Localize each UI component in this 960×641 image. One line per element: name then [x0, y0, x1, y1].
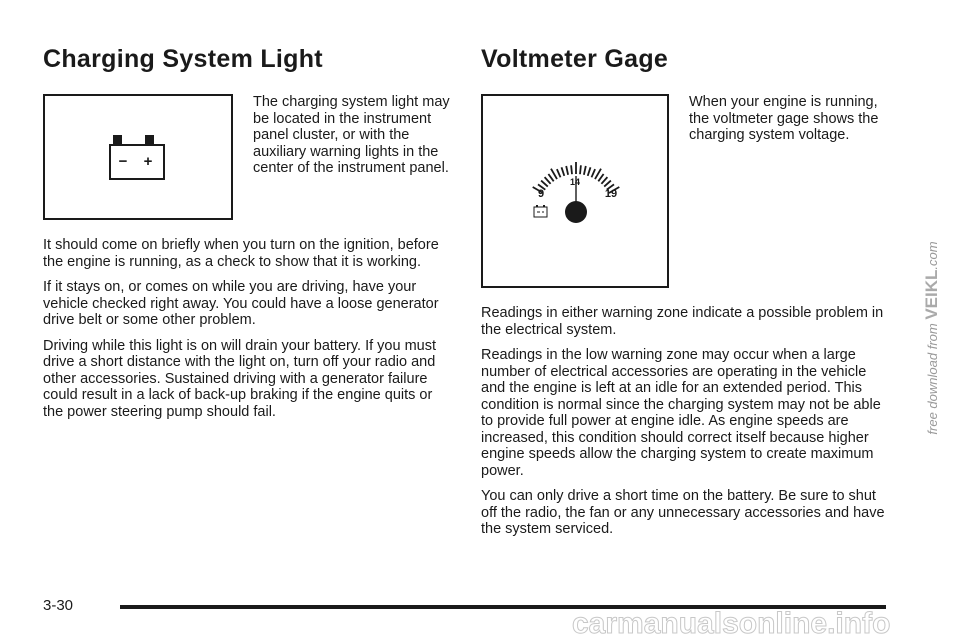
- figure-row: [481, 94, 891, 288]
- plus-sign: +: [143, 153, 153, 170]
- minus-sign: −: [118, 153, 128, 170]
- gage-tick: [545, 177, 551, 184]
- gage-hub: [565, 201, 587, 223]
- battery-icon: [534, 205, 547, 217]
- body-text: [43, 237, 453, 420]
- section-title: Charging System Light: [43, 45, 323, 73]
- paragraph: It should come on briefly when you turn on the ignition, before the engine is running, as a check to show that it is working.: [43, 237, 439, 270]
- paragraph: Driving while this light is on will drain your battery. If you must drive a short distance with the light on, turn off your radio and other accessories. Sustained driving with a generator failure could result in a lack of back-up braking if the engine quits or the power steering pump should fail.: [43, 337, 436, 420]
- figure-row: [43, 94, 453, 220]
- gage-tick: [584, 166, 586, 175]
- gage-tick: [598, 174, 603, 181]
- figure-caption: The charging system light may be located in the instrument panel cluster, or with the auxiliary warning lights in the center of the instrument panel.: [253, 94, 450, 176]
- gage-tick: [557, 169, 561, 177]
- section-title: Voltmeter Gage: [481, 45, 669, 73]
- gage-high-label: 19: [604, 188, 618, 200]
- site-watermark: carmanualsonline.info: [572, 607, 891, 640]
- gage-tick: [604, 181, 611, 187]
- gage-tick: [588, 167, 591, 176]
- gage-tick: [580, 165, 581, 174]
- body-text: [481, 305, 891, 538]
- gage-tick: [571, 165, 572, 174]
- voltmeter-gage-section: [481, 40, 891, 547]
- battery-icon: [45, 96, 231, 218]
- gage-mid-label: 14: [569, 177, 581, 187]
- gage-tick: [548, 174, 553, 181]
- watermark-suffix: .com: [925, 241, 940, 270]
- paragraph: If it stays on, or comes on while you are driving, have your vehicle checked right away. You could have a loose generator drive belt or some other problem.: [43, 279, 439, 328]
- watermark-brand: VEIKL: [922, 269, 941, 320]
- voltmeter-figure: [481, 94, 669, 288]
- charging-system-light-section: [43, 40, 453, 429]
- watermark-prefix: free download from: [925, 323, 940, 435]
- paragraph: Readings in the low warning zone may occur when a large number of electrical accessories are operating in the vehicle and the engine is left at an idle for an extended period. This condition is normal since the charging system may not be able to provide full power at engine idle. As engine speeds are increased, this condition should correct itself because higher engine speeds allow the charging system to create maximum power.: [481, 347, 881, 479]
- paragraph: You can only drive a short time on the battery. Be sure to shut off the radio, the fan or any unnecessary accessories and have the system serviced.: [481, 488, 885, 537]
- gage-low-label: 9: [537, 188, 545, 200]
- charging-light-figure: [43, 94, 233, 220]
- paragraph: Readings in either warning zone indicate a possible problem in the electrical system.: [481, 305, 884, 338]
- gage-tick: [562, 167, 565, 176]
- gage-tick: [541, 181, 548, 187]
- gage-tick: [601, 177, 607, 184]
- voltmeter-gage-icon: [483, 96, 667, 286]
- page-number: 3-30: [43, 597, 74, 614]
- gage-tick: [566, 166, 568, 175]
- figure-caption: When your engine is running, the voltmeter gage shows the charging system voltage.: [689, 94, 879, 143]
- gage-tick: [592, 169, 596, 177]
